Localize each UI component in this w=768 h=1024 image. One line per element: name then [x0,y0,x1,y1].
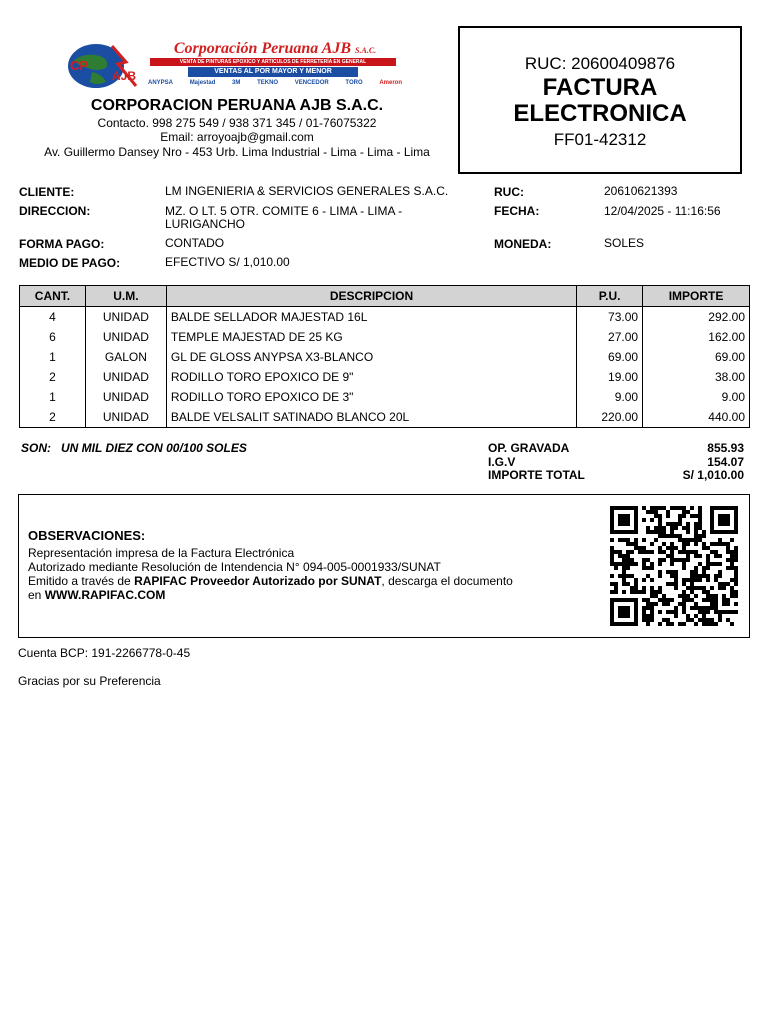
cell-descripcion: GL DE GLOSS ANYPSA X3-BLANCO [166,347,576,367]
cell-descripcion: TEMPLE MAJESTAD DE 25 KG [166,327,576,347]
cell-pu: 27.00 [577,327,643,347]
table-row [20,407,750,428]
globe-logo-icon [66,42,148,90]
cell-um: UNIDAD [85,327,166,347]
op-gravada-value: 855.93 [707,441,744,455]
cliente-label: CLIENTE: [19,185,75,199]
table-row [20,387,750,407]
logo-subtitle: VENTA DE PINTURAS EPOXICO Y ARTICULOS DE FERRETERÍA EN GENERAL [150,58,396,66]
direccion-value-line-2: LURIGANCHO [165,217,246,231]
brand-item: Majestad [189,80,216,86]
brand-item: ANYPSA [148,80,174,86]
cell-pu: 69.00 [577,347,643,367]
cell-um: UNIDAD [85,367,166,387]
cell-um: UNIDAD [85,307,166,328]
cell-um: GALON [85,347,166,367]
document-header-box [458,26,742,174]
cell-um: UNIDAD [85,387,166,407]
table-row [20,327,750,347]
cell-importe: 9.00 [643,387,750,407]
cell-importe: 69.00 [643,347,750,367]
cell-um: UNIDAD [85,407,166,428]
igv-value: 154.07 [707,455,744,469]
logo-brands [148,78,402,88]
table-row [20,307,750,328]
cell-pu: 220.00 [577,407,643,428]
cell-descripcion: BALDE VELSALIT SATINADO BLANCO 20L [166,407,576,428]
observaciones-line-3: Emitido a través de RAPIFAC Proveedor Autorizado por SUNAT, descarga el documento [28,574,513,588]
bank-account: Cuenta BCP: 191-2266778-0-45 [18,646,191,660]
items-table [19,285,750,428]
logo-title: Corporación Peruana AJB S.A.C. [173,40,377,57]
forma-pago-label: FORMA PAGO: [19,237,105,251]
fecha-label: FECHA: [494,204,540,218]
qr-code-icon [610,506,738,626]
observaciones-line-4: en WWW.RAPIFAC.COM [28,588,166,602]
cliente-value: LM INGENIERIA & SERVICIOS GENERALES S.A.C. [165,184,449,198]
header-descripcion: DESCRIPCION [166,286,576,307]
cell-pu: 9.00 [577,387,643,407]
cell-descripcion: BALDE SELLADOR MAJESTAD 16L [166,307,576,328]
brand-item: VENCEDOR [294,80,329,86]
company-address: Av. Guillermo Dansey Nro - 453 Urb. Lima Industrial - Lima - Lima - Lima [44,145,430,159]
moneda-label: MONEDA: [494,237,552,251]
logo-tagline: VENTAS AL POR MAYOR Y MENOR [188,67,358,77]
brand-item: Ameron [379,80,402,86]
cell-cant: 2 [20,407,86,428]
cell-cant: 6 [20,327,86,347]
logo-banner [148,40,402,92]
cell-pu: 73.00 [577,307,643,328]
logo-ajb-text: AJB [112,69,137,83]
cell-importe: 38.00 [643,367,750,387]
document-type-line-2: ELECTRONICA [513,100,687,127]
cell-pu: 19.00 [577,367,643,387]
header-um: U.M. [85,286,166,307]
client-ruc-value: 20610621393 [604,184,678,198]
observaciones-title: OBSERVACIONES: [28,528,146,543]
brand-item: 3M [232,80,241,86]
brand-item: TORO [345,80,363,86]
issuer-ruc: RUC: 20600409876 [524,54,676,73]
cell-descripcion: RODILLO TORO EPOXICO DE 9" [166,367,576,387]
cell-cant: 1 [20,387,86,407]
header-importe: IMPORTE [643,286,750,307]
amount-in-words: SON: UN MIL DIEZ CON 00/100 SOLES [21,441,247,455]
rapifac-provider: RAPIFAC Proveedor Autorizado por SUNAT [134,574,382,588]
fecha-value: 12/04/2025 - 11:16:56 [604,204,721,218]
importe-total-label: IMPORTE TOTAL [488,468,585,482]
document-number: FF01-42312 [553,130,647,149]
table-header-row [20,286,750,307]
observaciones-line-1: Representación impresa de la Factura Electrónica [28,546,295,560]
thanks-message: Gracias por su Preferencia [18,674,161,688]
igv-label: I.G.V [488,455,516,469]
company-name: CORPORACION PERUANA AJB S.A.C. [90,97,384,114]
company-email: Email: arroyoajb@gmail.com [160,130,314,144]
header-pu: P.U. [577,286,643,307]
direccion-value-line-1: MZ. O LT. 5 OTR. COMITE 6 - LIMA - LIMA - [165,204,403,218]
logo-cp-text: CP [70,58,89,73]
cell-cant: 4 [20,307,86,328]
header-cant: CANT. [20,286,86,307]
brand-item: TEKNO [257,80,279,86]
cell-cant: 1 [20,347,86,367]
medio-pago-value: EFECTIVO S/ 1,010.00 [165,255,290,269]
cell-importe: 162.00 [643,327,750,347]
document-type-line-1: FACTURA [542,74,658,101]
observaciones-line-2: Autorizado mediante Resolución de Intendencia N° 094-005-0001933/SUNAT [28,560,441,574]
cell-cant: 2 [20,367,86,387]
rapifac-link: WWW.RAPIFAC.COM [44,588,166,602]
cell-importe: 440.00 [643,407,750,428]
cell-importe: 292.00 [643,307,750,328]
direccion-label: DIRECCION: [19,204,91,218]
medio-pago-label: MEDIO DE PAGO: [19,256,121,270]
table-row [20,367,750,387]
client-ruc-label: RUC: [494,185,524,199]
table-row [20,347,750,367]
op-gravada-label: OP. GRAVADA [488,441,570,455]
cell-descripcion: RODILLO TORO EPOXICO DE 3" [166,387,576,407]
moneda-value: SOLES [604,236,645,250]
forma-pago-value: CONTADO [165,236,225,250]
importe-total-value: S/ 1,010.00 [682,468,744,482]
company-contact: Contacto. 998 275 549 / 938 371 345 / 01-76075322 [97,116,377,130]
logo-title-mark: S.A.C. [355,46,377,55]
